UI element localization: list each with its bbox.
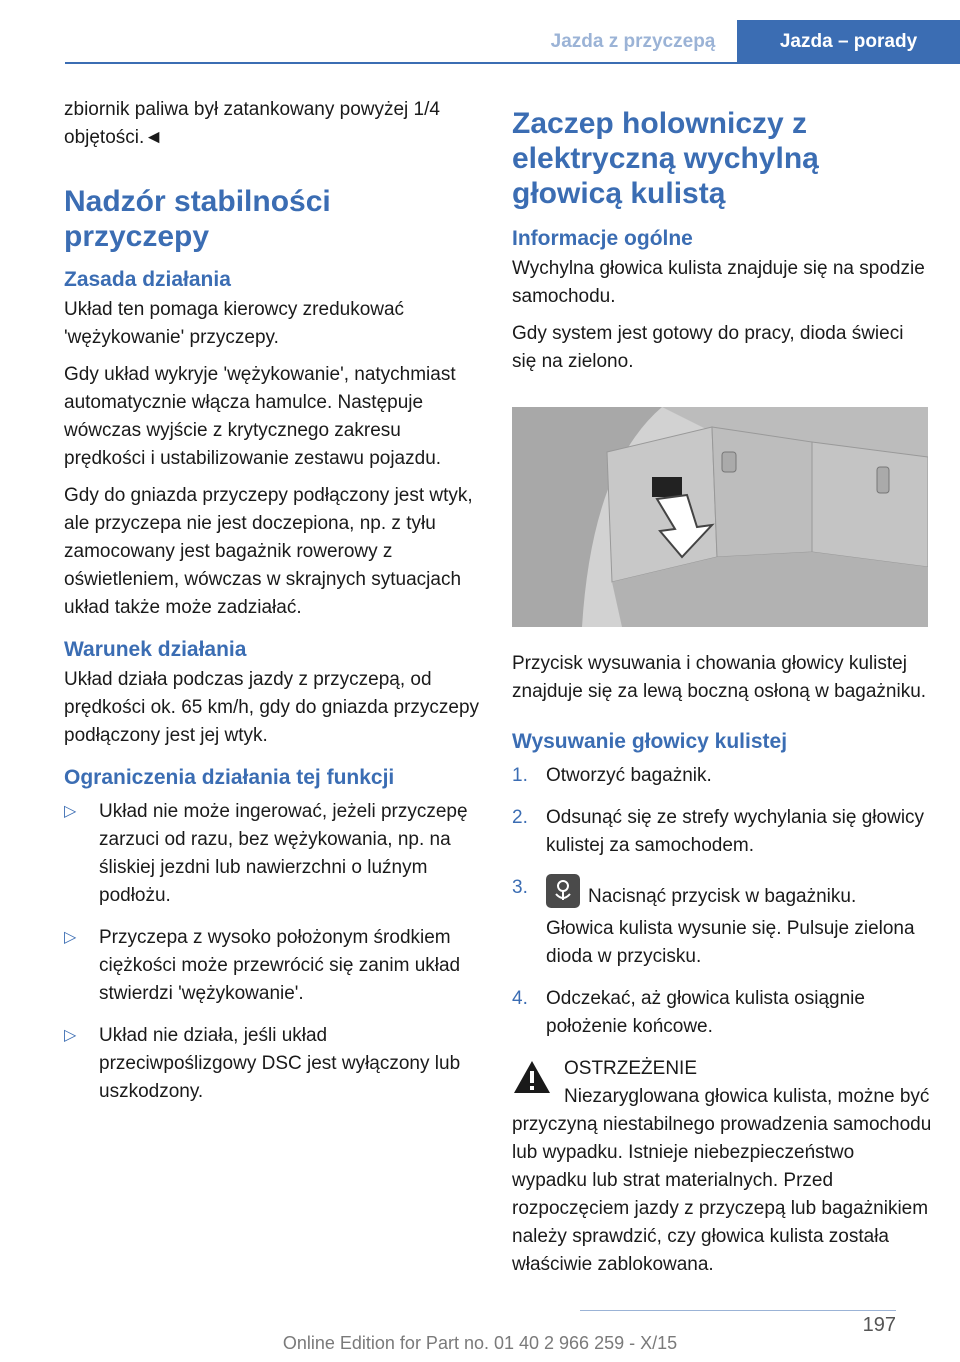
hitch-button-icon — [546, 874, 580, 908]
left-column — [64, 96, 484, 1120]
paragraph: Gdy do gniazda przyczepy podłączony jest wtyk, ale przyczepa nie jest doczepiona, np. z tyłu zamocowany jest bagażnik rowerowy z oświetleniem, wówczas w skrajnych sytuacjach układ także może zadziałać. — [64, 485, 473, 618]
triangle-bullet-icon: ▷ — [64, 929, 77, 946]
right-column — [512, 96, 932, 1279]
list-item — [64, 1022, 484, 1106]
list-item — [512, 804, 932, 860]
step-text: Odsunąć się ze strefy wychylania się głowicy kulistej za samochodem. — [546, 807, 925, 856]
list-item — [64, 798, 484, 910]
list-item-text: Układ nie może ingerować, jeżeli przyczepę zarzuci od razu, bez wężykowania, np. na śliskiej jezdni lub nawierzchni o luźnym podłożu. — [99, 801, 468, 906]
figure-caption: Przycisk wysuwania i chowania głowicy kulistej znajduje się za lewą boczną osłoną w bagażniku. — [512, 653, 927, 702]
heading-general: Informacje ogólne — [512, 227, 693, 250]
warning-triangle-icon — [512, 1059, 552, 1095]
list-item — [64, 924, 484, 1008]
step-text: Otworzyć bagażnik. — [546, 765, 712, 786]
list-item — [512, 762, 932, 790]
warning-title: OSTRZEŻENIE — [564, 1058, 698, 1079]
step-number: 1. — [512, 765, 528, 786]
heading-principle: Zasada działania — [64, 268, 231, 291]
trunk-figure — [512, 407, 928, 627]
paragraph: Wychylna głowica kulista znajduje się na spodzie samochodu. — [512, 258, 925, 307]
paragraph: Gdy układ wykryje 'wężykowanie', natychmiast automatycznie włącza hamulce. Następuje wówczas wyjście z krytycznego zakresu prędkości i ustabilizowanie zestawu pojazdu. — [64, 364, 456, 469]
footer-rule — [580, 1310, 896, 1311]
header-rule — [65, 62, 960, 64]
step-number: 3. — [512, 877, 528, 898]
step-number: 4. — [512, 988, 528, 1009]
step-number: 2. — [512, 807, 528, 828]
heading-condition: Warunek działania — [64, 638, 247, 661]
steps-list — [512, 762, 932, 1041]
list-item — [512, 985, 932, 1041]
list-item — [512, 874, 932, 971]
intro-text: zbiornik paliwa był zatankowany powyżej 1/4 objętości.◄ — [64, 99, 440, 148]
page-number: 197 — [862, 1314, 896, 1336]
list-item-text: Układ nie działa, jeśli układ przeciwpoślizgowy DSC jest wyłączony lub uszkodzony. — [99, 1025, 461, 1102]
section-title-hitch: Zaczep holowniczy z elektryczną wychylną głowicą kulistą — [512, 107, 819, 210]
step-subtext: Głowica kulista wysunie się. Pulsuje zielona dioda w przycisku. — [546, 918, 915, 967]
triangle-bullet-icon: ▷ — [64, 1027, 77, 1044]
paragraph: Układ działa podczas jazdy z przyczepą, od prędkości ok. 65 km/h, gdy do gniazda przyczepy podłączony jest jej wtyk. — [64, 669, 480, 746]
warning-text: Niezaryglowana głowica kulista, możne być przyczyną niestabilnego prowadzenia samochodu lub wypadku. Istnieje niebezpieczeństwo wypadku lub strat materialnych. Przed rozpoczęciem jazdy z przyczepą lub bagażnikiem należy sprawdzić, czy głowica kulista została właściwie zablokowana. — [512, 1086, 932, 1275]
step-text: Nacisnąć przycisk w bagażniku. — [588, 886, 857, 907]
section-title-stability: Nadzór stabilności przyczepy — [64, 185, 331, 253]
footer-edition: Online Edition for Part no. 01 40 2 966 259 - X/15 — [282, 1333, 678, 1353]
paragraph: Gdy system jest gotowy do pracy, dioda świeci się na zielono. — [512, 323, 904, 372]
heading-limits: Ograniczenia działania tej funkcji — [64, 766, 395, 789]
header-chapter-tab: Jazda – porady — [737, 20, 960, 62]
paragraph: Układ ten pomaga kierowcy zredukować 'wężykowanie' przyczepy. — [64, 299, 405, 348]
header-section-tab: Jazda z przyczepą — [550, 31, 716, 52]
heading-extend: Wysuwanie głowicy kulistej — [512, 730, 788, 753]
list-item-text: Przyczepa z wysoko położonym środkiem ciężkości może przewrócić się zanim układ stwierdzi 'wężykowanie'. — [99, 927, 461, 1004]
triangle-bullet-icon: ▷ — [64, 803, 77, 820]
limits-list — [64, 798, 484, 1106]
warning-box — [512, 1055, 932, 1279]
step-text: Odczekać, aż głowica kulista osiągnie położenie końcowe. — [546, 988, 865, 1037]
